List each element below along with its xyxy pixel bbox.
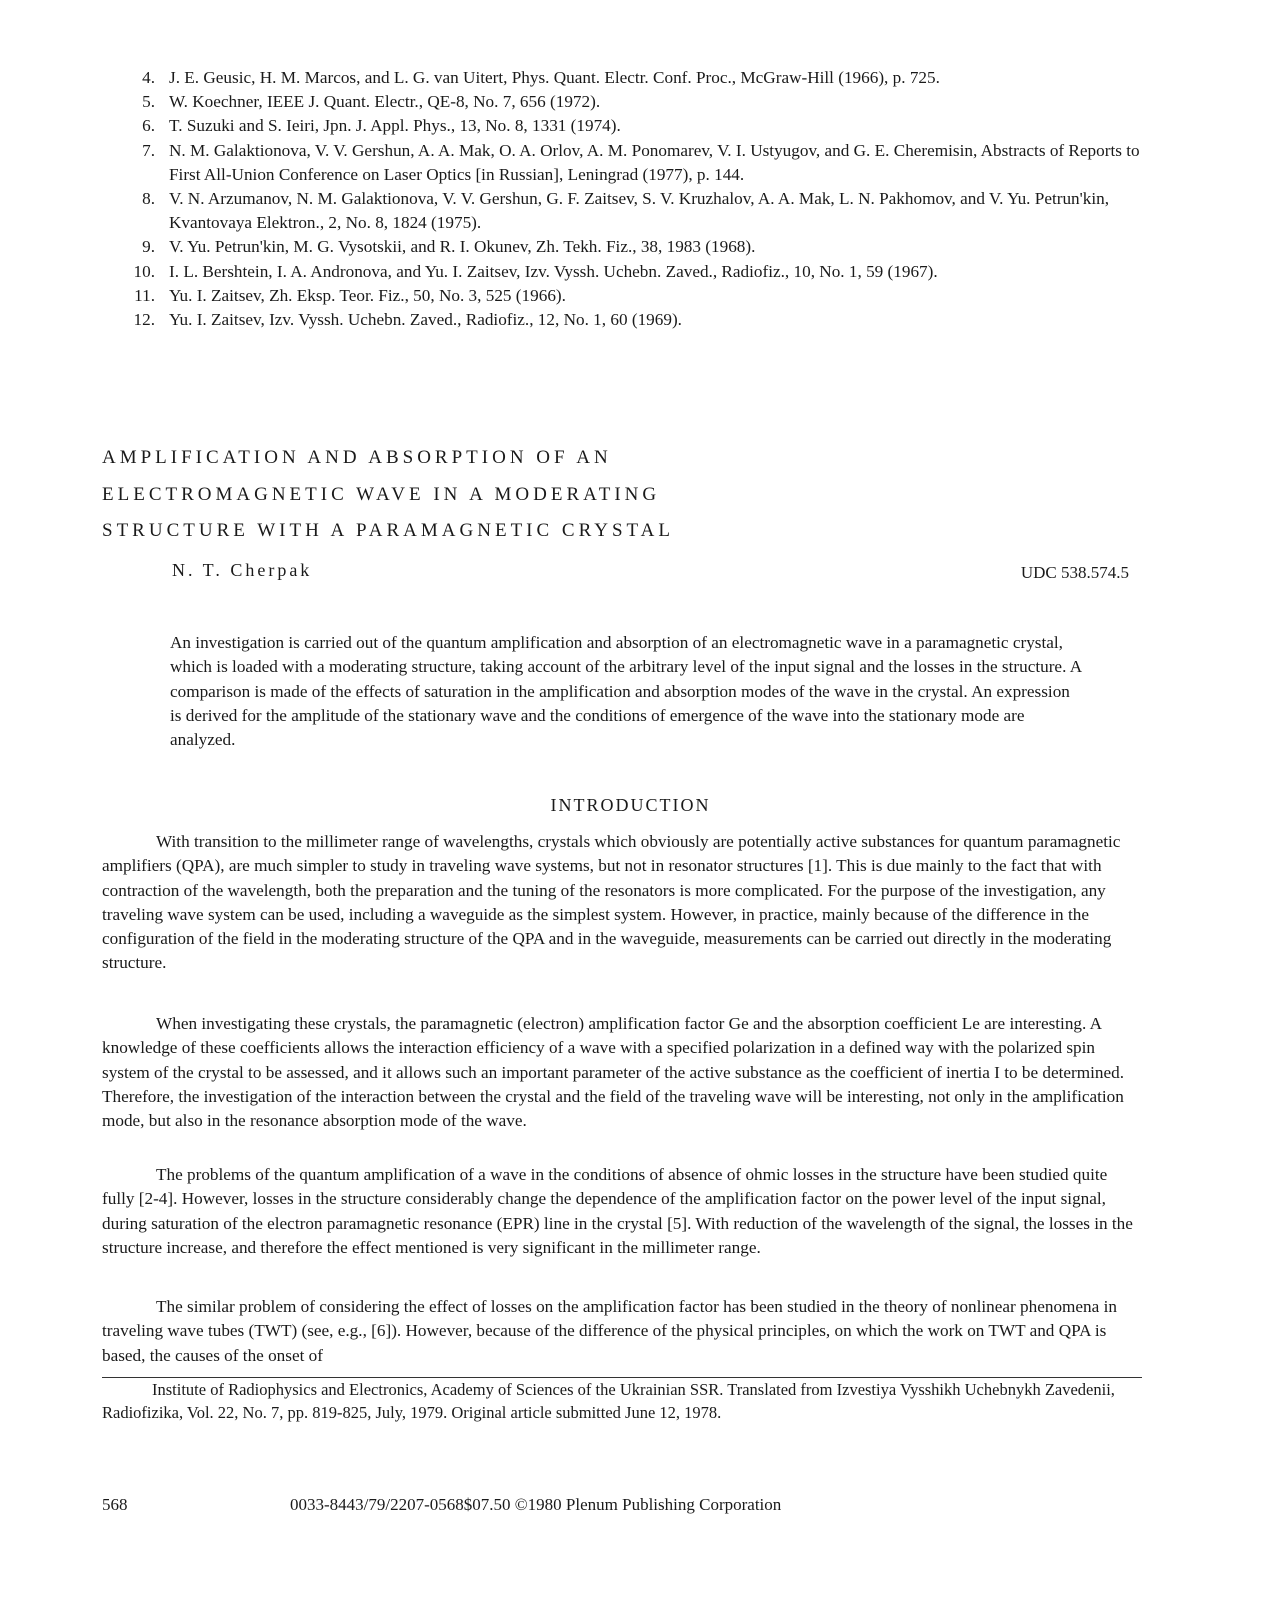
title-line: ELECTROMAGNETIC WAVE IN A MODERATING [102, 483, 661, 505]
udc-code: UDC 538.574.5 [1020, 563, 1129, 582]
reference-number: 10. [133, 261, 155, 281]
reference-number: 4. [142, 68, 155, 87]
reference-item [112, 139, 1142, 187]
reference-number: 12. [133, 310, 155, 330]
reference-item [112, 260, 1142, 284]
reference-text: T. Suzuki and S. Ieiri, Jpn. J. Appl. Phys., 13, No. 8, 1331 (1974). [169, 116, 621, 136]
title-line: AMPLIFICATION AND ABSORPTION OF AN [102, 447, 612, 468]
body-paragraph: With transition to the millimeter range of wavelengths, crystals which obviously are potentially active substances for quantum paramagnetic amplifiers (QPA), are much simpler to study in traveling wave systems, but not in resonator structures [1]. This is due mainly to the fact that with contraction of the wavelength, both the preparation and the tuning of the resonators is more complicated. For the purpose of the investigation, any traveling wave system can be used, including a waveguide as the simplest system. However, in practice, mainly because of the difference in the configuration of the field in the moderating structure of the QPA and in the waveguide, measurements can be carried out directly in the moderating structure. [102, 832, 1121, 973]
reference-item [112, 284, 1142, 308]
reference-item [112, 235, 1142, 259]
reference-item [112, 66, 1142, 90]
reference-item [112, 114, 1142, 138]
reference-text: V. Yu. Petrun'kin, M. G. Vysotskii, and R. I. Okunev, Zh. Tekh. Fiz., 38, 1983 (1968). [169, 237, 756, 257]
reference-text: Yu. I. Zaitsev, Zh. Eksp. Teor. Fiz., 50, No. 3, 525 (1966). [169, 285, 566, 305]
reference-number: 11. [134, 285, 155, 305]
reference-number: 8. [142, 189, 155, 209]
section-heading: INTRODUCTION [550, 795, 711, 815]
reference-text: W. Koechner, IEEE J. Quant. Electr., QE-8, No. 7, 656 (1972). [169, 92, 601, 112]
reference-text: Yu. I. Zaitsev, Izv. Vyssh. Uchebn. Zaved., Radiofiz., 12, No. 1, 60 (1969). [169, 310, 682, 330]
reference-text: I. L. Bershtein, I. A. Andronova, and Yu. I. Zaitsev, Izv. Vyssh. Uchebn. Zaved., Radiofiz., 10, No. 1, 59 (1967). [169, 261, 938, 281]
abstract: An investigation is carried out of the quantum amplification and absorption of an electromagnetic wave in a paramagnetic crystal, which is loaded with a moderating structure, taking account of the arbitrary level of the input signal and the losses in the structure. A comparison is made of the effects of saturation in the amplification and absorption modes of the wave in the crystal. An expression is derived for the amplitude of the stationary wave and the conditions of emergence of the wave into the stationary mode are analyzed. [170, 633, 1082, 750]
reference-item [112, 90, 1142, 114]
reference-number: 5. [142, 92, 155, 112]
author-name: N. T. Cherpak [172, 560, 313, 580]
reference-item [112, 187, 1142, 235]
reference-text: J. E. Geusic, H. M. Marcos, and L. G. van Uitert, Phys. Quant. Electr. Conf. Proc., McGraw-Hill (1966), p. 725. [169, 68, 940, 87]
reference-list [112, 66, 1142, 332]
reference-number: 9. [142, 237, 155, 257]
reference-item [112, 308, 1142, 332]
body-paragraph: The problems of the quantum amplification of a wave in the conditions of absence of ohmic losses in the structure have been studied quite fully [2-4]. However, losses in the structure considerably change the dependence of the amplification factor on the power level of the input signal, during saturation of the electron paramagnetic resonance (EPR) line in the crystal [5]. With reduction of the wavelength of the signal, the losses in the structure increase, and therefore the effect mentioned is very significant in the millimeter range. [102, 1165, 1133, 1257]
copyright-line: 0033-8443/79/2207-0568$07.50 ©1980 Plenum Publishing Corporation [290, 1495, 782, 1514]
reference-number: 6. [142, 116, 155, 136]
title-line: STRUCTURE WITH A PARAMAGNETIC CRYSTAL [102, 520, 674, 541]
body-paragraph: The similar problem of considering the effect of losses on the amplification factor has been studied in the theory of nonlinear phenomena in traveling wave tubes (TWT) (see, e.g., [6]). However, because of the difference of the physical principles, on which the work on TWT and QPA is based, the causes of the onset of [102, 1297, 1117, 1365]
footnote: Institute of Radiophysics and Electronics, Academy of Sciences of the Ukrainian SSR. Translated from Izvestiya Vysshikh Uchebnykh Zavedenii, Radiofizika, Vol. 22, No. 7, pp. 819-825, July, 1979. Original article submitted June 12, 1978. [102, 1380, 1115, 1422]
reference-text: V. N. Arzumanov, N. M. Galaktionova, V. V. Gershun, G. F. Zaitsev, S. V. Kruzhalov, A. A. Mak, L. N. Pakhomov, and V. Yu. Petrun'kin, Kvantovaya Elektron., 2, No. 8, 1824 (1975). [169, 189, 1109, 233]
reference-text: N. M. Galaktionova, V. V. Gershun, A. A. Mak, O. A. Orlov, A. M. Ponomarev, V. I. Ustyugov, and G. E. Cheremisin, Abstracts of Reports to First All-Union Conference on Laser Optics [in Russian], Leningrad (1977), p. 144. [169, 140, 1140, 184]
body-paragraph: When investigating these crystals, the paramagnetic (electron) amplification factor Ge and the absorption coefficient Le are interesting. A knowledge of these coefficients allows the interaction efficiency of a wave with a specified polarization in a defined way with the polarized spin system of the crystal to be assessed, and it allows such an important parameter of the active substance as the coefficient of inertia I to be determined. Therefore, the investigation of the interaction between the crystal and the field of the traveling wave will be interesting, not only in the amplification mode, but also in the resonance absorption mode of the wave. [102, 1014, 1124, 1131]
article-title [102, 440, 674, 550]
reference-number: 7. [142, 140, 155, 160]
page-number: 568 [102, 1495, 128, 1514]
